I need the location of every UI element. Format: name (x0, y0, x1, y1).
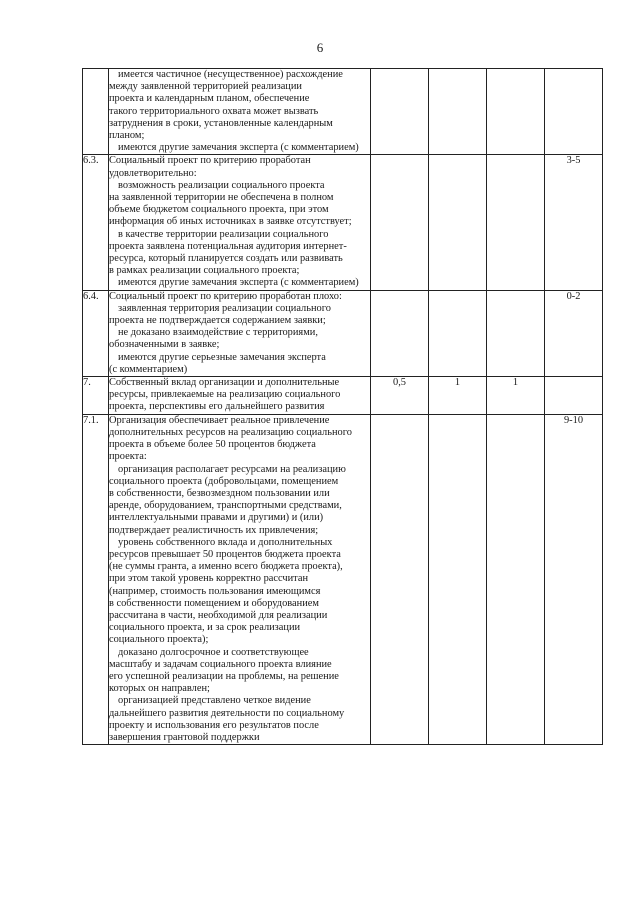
description-line: заявленная территория реализации социального (118, 302, 331, 314)
weight-cell-2 (429, 290, 487, 376)
weight-cell-3 (487, 69, 545, 155)
description-line: (не суммы гранта, а именно всего бюджета проекта), (109, 561, 343, 573)
score-range (545, 377, 603, 415)
description-line: подтверждает реалистичность их привлечения; (109, 524, 319, 536)
description-line: обозначенными в заявке; (109, 339, 220, 351)
description-line: социального проекта (добровольцами, помещением (109, 475, 339, 487)
criterion-number: 6.4. (83, 290, 109, 376)
description-line: проекта не подтверждается содержанием заявки; (109, 315, 326, 327)
description-line: ресурсов превышает 50 процентов бюджета проекта (109, 548, 341, 560)
page-number: 6 (316, 40, 324, 55)
description-line: затруднения в сроки, установленные календарным (109, 117, 333, 129)
description-line: социального проекта); (109, 634, 209, 646)
description-line: Социальный проект по критерию проработан плохо: (109, 290, 342, 302)
description-line: ресурсы, привлекаемые на реализацию социального (109, 389, 341, 401)
description-line: дальнейшего развития деятельности по социальному (109, 707, 345, 719)
description-line: социального проекта, и за срок реализации (109, 622, 301, 634)
description-line: аренде, оборудованием, транспортными средствами, (109, 500, 342, 512)
description-line: в собственности, безвозмездном пользовании или (109, 487, 330, 499)
weight-cell-2: 1 (429, 377, 487, 415)
description-line: Собственный вклад организации и дополнительные (109, 377, 340, 389)
description-line: имеются другие замечания эксперта (с комментарием) (118, 142, 359, 154)
description-line: которых он направлен; (109, 683, 210, 695)
weight-cell-1 (371, 155, 429, 290)
description-line: уровень собственного вклада и дополнительных (118, 536, 333, 548)
description-line: проекта заявлена потенциальная аудитория интернет- (109, 240, 347, 252)
description-line: имеются другие серьезные замечания эксперта (118, 351, 326, 363)
weight-cell-3 (487, 414, 545, 744)
criterion-number: 7. (83, 377, 109, 415)
criterion-description (109, 69, 371, 155)
weight-cell-3 (487, 290, 545, 376)
description-line: планом; (109, 130, 145, 142)
score-range: 3-5 (545, 155, 603, 290)
description-line: его успешной реализации на проблемы, на решение (109, 670, 339, 682)
weight-cell-2 (429, 155, 487, 290)
criterion-6-4-row (83, 290, 603, 376)
weight-cell-1 (371, 69, 429, 155)
description-line: Социальный проект по критерию проработан (109, 155, 311, 167)
description-line: организация располагает ресурсами на реализацию (118, 463, 346, 475)
criterion-7-1-row (83, 414, 603, 744)
description-line: на заявленной территории не обеспечена в полном (109, 192, 334, 204)
description-line: информация об иных источниках в заявке отсутствует; (109, 216, 352, 228)
criterion-6-3-row (83, 155, 603, 290)
description-line: в собственности помещением и оборудованием (109, 597, 319, 609)
description-line: рассчитана в части, необходимой для реализации (109, 609, 328, 621)
description-line: в качестве территории реализации социального (118, 228, 329, 240)
score-range: 0-2 (545, 290, 603, 376)
description-line: возможность реализации социального проекта (118, 179, 325, 191)
description-line: проекта в объеме более 50 процентов бюджета (109, 439, 316, 451)
description-line: проекта: (109, 451, 147, 463)
weight-cell-1 (371, 414, 429, 744)
criterion-description (109, 377, 371, 415)
description-line: имеется частичное (несущественное) расхождение (118, 69, 343, 80)
description-line: проекта и календарным планом, обеспечение (109, 93, 310, 105)
description-line: объеме бюджетом социального проекта, при этом (109, 204, 329, 216)
criterion-description (109, 155, 371, 290)
criteria-table-body (83, 69, 603, 745)
description-line: организацией представлено четкое видение (118, 695, 311, 707)
weight-cell-2 (429, 69, 487, 155)
criterion-number: 6.3. (83, 155, 109, 290)
description-line: завершения грантовой поддержки (109, 731, 260, 743)
description-line: имеются другие замечания эксперта (с комментарием) (118, 277, 359, 289)
description-line: не доказано взаимодействие с территориями, (118, 327, 318, 339)
criterion-continuation-row (83, 69, 603, 155)
description-line: в рамках реализации социального проекта; (109, 265, 300, 277)
weight-cell-1 (371, 290, 429, 376)
criteria-table (82, 68, 603, 745)
weight-cell-1: 0,5 (371, 377, 429, 415)
weight-cell-3: 1 (487, 377, 545, 415)
criterion-description (109, 414, 371, 744)
description-line: (например, стоимость пользования имеющимся (109, 585, 321, 597)
description-line: Организация обеспечивает реальное привлечение (109, 414, 330, 426)
score-range: 9-10 (545, 414, 603, 744)
description-line: ресурса, который планируется создать или развивать (109, 253, 343, 265)
description-line: проекта, перспективы его дальнейшего развития (109, 401, 325, 413)
description-line: между заявленной территорией реализации (109, 81, 302, 93)
description-line: масштабу и задачам социального проекта влияние (109, 658, 332, 670)
description-line: проекту и использования его результатов после (109, 719, 319, 731)
weight-cell-2 (429, 414, 487, 744)
criterion-number: 7.1. (83, 414, 109, 744)
description-line: удовлетворительно: (109, 167, 197, 179)
criterion-7-row (83, 377, 603, 415)
score-range (545, 69, 603, 155)
description-line: дополнительных ресурсов на реализацию социального (109, 426, 352, 438)
description-line: при этом такой уровень корректно рассчитан (109, 573, 309, 585)
weight-cell-3 (487, 155, 545, 290)
criterion-number (83, 69, 109, 155)
description-line: такого территориального охвата может вызвать (109, 105, 319, 117)
criterion-description (109, 290, 371, 376)
description-line: интеллектуальными правами и другими) и (или) (109, 512, 324, 524)
description-line: (с комментарием) (109, 363, 188, 375)
description-line: доказано долгосрочное и соответствующее (118, 646, 309, 658)
